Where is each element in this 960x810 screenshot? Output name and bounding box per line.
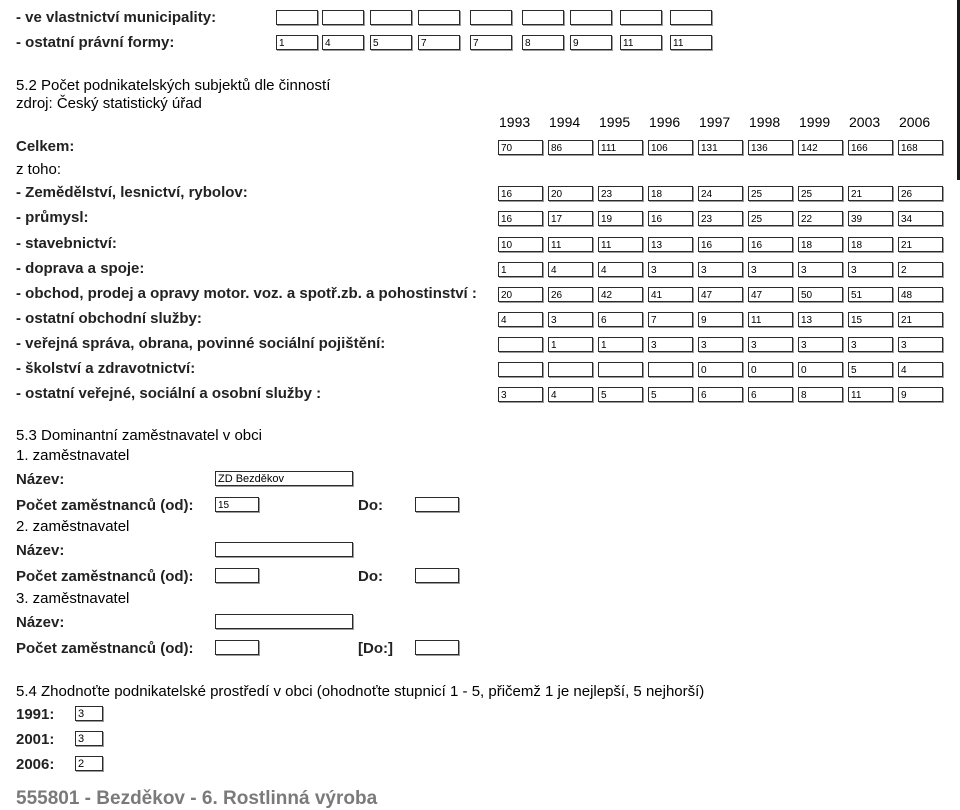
activity-value-field[interactable]: 11 xyxy=(748,312,793,327)
activity-value-field[interactable]: 4 xyxy=(898,362,943,377)
activity-row-label: - průmysl: xyxy=(16,209,89,226)
activity-value-field[interactable]: 18 xyxy=(848,237,893,252)
activity-value-field[interactable]: 13 xyxy=(648,237,693,252)
activity-value-field[interactable]: 51 xyxy=(848,287,893,302)
total-value-field[interactable]: 86 xyxy=(548,140,593,155)
activity-value-field[interactable]: 23 xyxy=(698,211,743,226)
activity-value-field[interactable]: 16 xyxy=(748,237,793,252)
rating-year-label: 1991: xyxy=(16,706,55,723)
activity-row-label: - veřejná správa, obrana, povinné sociální pojištění: xyxy=(16,335,386,352)
employee-count-label: Počet zaměstnanců (od): xyxy=(16,568,194,585)
activity-value-field[interactable]: 1 xyxy=(598,337,643,352)
activity-value-field[interactable]: 16 xyxy=(498,186,543,201)
activity-value-field[interactable] xyxy=(498,362,543,377)
year-label: 1997 xyxy=(699,114,731,130)
activity-row-label: - ostatní obchodní služby: xyxy=(16,310,202,327)
page-footer: 555801 - Bezděkov - 6. Rostlinná výroba xyxy=(16,788,378,809)
activity-value-field[interactable]: 8 xyxy=(798,387,843,402)
activity-value-field[interactable]: 5 xyxy=(648,387,693,402)
rating-year-label: 2001: xyxy=(16,731,55,748)
activity-value-field[interactable]: 3 xyxy=(848,337,893,352)
activity-value-field[interactable]: 5 xyxy=(848,362,893,377)
activity-row-label: - doprava a spoje: xyxy=(16,260,145,277)
employee-count-from-field[interactable] xyxy=(215,568,259,583)
activity-value-field[interactable]: 1 xyxy=(498,262,543,277)
activity-value-field[interactable]: 16 xyxy=(698,237,743,252)
activity-value-field[interactable]: 21 xyxy=(898,237,943,252)
activity-value-field[interactable]: 6 xyxy=(598,312,643,327)
activity-value-field[interactable]: 50 xyxy=(798,287,843,302)
other-forms-value-field[interactable]: 4 xyxy=(322,35,364,50)
municipality-value-field[interactable] xyxy=(670,10,712,25)
employer-heading: 1. zaměstnavatel xyxy=(16,447,130,464)
activity-value-field[interactable]: 18 xyxy=(798,237,843,252)
activity-value-field[interactable]: 3 xyxy=(848,262,893,277)
total-label: Celkem: xyxy=(16,138,75,155)
year-label: 1999 xyxy=(799,114,831,130)
other-forms-value-field[interactable]: 7 xyxy=(470,35,512,50)
activity-value-field[interactable]: 23 xyxy=(598,186,643,201)
section-52-source: zdroj: Český statistický úřad xyxy=(16,95,202,112)
employer-name-label: Název: xyxy=(16,471,65,488)
activity-value-field[interactable]: 17 xyxy=(548,211,593,226)
activity-row-label: - Zemědělství, lesnictví, rybolov: xyxy=(16,184,248,201)
total-value-field[interactable]: 168 xyxy=(898,140,943,155)
year-label: 1995 xyxy=(599,114,631,130)
activity-value-field[interactable]: 3 xyxy=(648,262,693,277)
activity-value-field[interactable]: 10 xyxy=(498,237,543,252)
activity-value-field[interactable]: 39 xyxy=(848,211,893,226)
employee-count-to-label: [Do:] xyxy=(358,640,393,657)
activity-value-field[interactable]: 9 xyxy=(698,312,743,327)
activity-value-field[interactable]: 41 xyxy=(648,287,693,302)
employee-count-to-field[interactable] xyxy=(415,497,459,512)
rating-value-field[interactable]: 2 xyxy=(75,756,103,771)
activity-value-field[interactable]: 11 xyxy=(548,237,593,252)
activity-row-label: - stavebnictví: xyxy=(16,235,117,252)
activity-row-label: - obchod, prodej a opravy motor. voz. a spotř.zb. a pohostinství : xyxy=(16,285,477,302)
employee-count-from-field[interactable]: 15 xyxy=(215,497,259,512)
activity-value-field[interactable]: 11 xyxy=(848,387,893,402)
activity-value-field[interactable]: 42 xyxy=(598,287,643,302)
employer-name-field[interactable] xyxy=(215,542,353,557)
activity-value-field[interactable]: 1 xyxy=(548,337,593,352)
activity-value-field[interactable]: 9 xyxy=(898,387,943,402)
activity-value-field[interactable]: 34 xyxy=(898,211,943,226)
municipality-value-field[interactable] xyxy=(522,10,564,25)
activity-value-field[interactable]: 16 xyxy=(648,211,693,226)
total-value-field[interactable]: 106 xyxy=(648,140,693,155)
activity-row-label: - ostatní veřejné, sociální a osobní služby : xyxy=(16,385,322,402)
activity-value-field[interactable]: 3 xyxy=(648,337,693,352)
total-value-field[interactable]: 142 xyxy=(798,140,843,155)
municipality-value-field[interactable] xyxy=(620,10,662,25)
activity-value-field[interactable]: 21 xyxy=(848,186,893,201)
total-value-field[interactable]: 131 xyxy=(698,140,743,155)
activity-value-field[interactable]: 13 xyxy=(798,312,843,327)
activity-value-field[interactable]: 4 xyxy=(548,262,593,277)
activity-value-field[interactable] xyxy=(498,337,543,352)
employee-count-to-field[interactable] xyxy=(415,640,459,655)
activity-value-field[interactable]: 47 xyxy=(748,287,793,302)
other-forms-value-field[interactable]: 7 xyxy=(418,35,460,50)
other-forms-value-field[interactable]: 8 xyxy=(522,35,564,50)
activity-value-field[interactable]: 20 xyxy=(548,186,593,201)
section-52-title: 5.2 Počet podnikatelských subjektů dle činností xyxy=(16,77,331,94)
other-forms-value-field[interactable]: 1 xyxy=(276,35,318,50)
activity-value-field[interactable]: 4 xyxy=(498,312,543,327)
activity-value-field[interactable]: 6 xyxy=(748,387,793,402)
activity-value-field[interactable] xyxy=(648,362,693,377)
activity-value-field[interactable]: 3 xyxy=(798,262,843,277)
activity-value-field[interactable] xyxy=(598,362,643,377)
other-forms-label: - ostatní právní formy: xyxy=(16,34,175,51)
employee-count-from-field[interactable] xyxy=(215,640,259,655)
activity-value-field[interactable]: 26 xyxy=(548,287,593,302)
activity-value-field[interactable]: 7 xyxy=(648,312,693,327)
other-forms-value-field[interactable]: 9 xyxy=(570,35,612,50)
activity-value-field[interactable]: 0 xyxy=(698,362,743,377)
total-value-field[interactable]: 111 xyxy=(598,140,643,155)
activity-value-field[interactable]: 21 xyxy=(898,312,943,327)
total-value-field[interactable]: 166 xyxy=(848,140,893,155)
rating-value-field[interactable]: 3 xyxy=(75,731,103,746)
municipality-value-field[interactable] xyxy=(570,10,612,25)
rating-value-field[interactable]: 3 xyxy=(75,706,103,721)
activity-value-field[interactable]: 47 xyxy=(698,287,743,302)
activity-value-field[interactable]: 3 xyxy=(698,337,743,352)
other-forms-value-field[interactable]: 11 xyxy=(620,35,662,50)
activity-value-field[interactable]: 22 xyxy=(798,211,843,226)
activity-value-field[interactable]: 2 xyxy=(898,262,943,277)
municipality-value-field[interactable] xyxy=(418,10,460,25)
activity-value-field[interactable]: 20 xyxy=(498,287,543,302)
employee-count-to-label: Do: xyxy=(358,497,383,514)
activity-value-field[interactable]: 3 xyxy=(698,262,743,277)
employer-heading: 3. zaměstnavatel xyxy=(16,590,130,607)
activity-value-field[interactable]: 0 xyxy=(798,362,843,377)
activity-value-field[interactable]: 25 xyxy=(748,211,793,226)
municipality-label: - ve vlastnictví municipality: xyxy=(16,9,217,26)
employer-name-field[interactable] xyxy=(215,614,353,629)
employer-name-field[interactable]: ZD Bezděkov xyxy=(215,471,353,486)
municipality-value-field[interactable] xyxy=(322,10,364,25)
activity-row-label: - školství a zdravotnictví: xyxy=(16,360,196,377)
activity-value-field[interactable]: 48 xyxy=(898,287,943,302)
total-value-field[interactable]: 70 xyxy=(498,140,543,155)
employee-count-to-label: Do: xyxy=(358,568,383,585)
activity-value-field[interactable]: 3 xyxy=(548,312,593,327)
section-54-title: 5.4 Zhodnoťte podnikatelské prostředí v obci (ohodnoťte stupnicí 1 - 5, přičemž 1 je nejlepší, 5 nejhorší) xyxy=(16,683,705,700)
activity-value-field[interactable] xyxy=(548,362,593,377)
year-label: 1996 xyxy=(649,114,681,130)
year-label: 2006 xyxy=(899,114,931,130)
activity-value-field[interactable]: 3 xyxy=(898,337,943,352)
other-forms-value-field[interactable]: 5 xyxy=(370,35,412,50)
activity-value-field[interactable]: 19 xyxy=(598,211,643,226)
activity-value-field[interactable]: 24 xyxy=(698,186,743,201)
year-label: 1998 xyxy=(749,114,781,130)
total-value-field[interactable]: 136 xyxy=(748,140,793,155)
year-label: 1994 xyxy=(549,114,581,130)
activity-value-field[interactable]: 18 xyxy=(648,186,693,201)
activity-value-field[interactable]: 5 xyxy=(598,387,643,402)
activity-value-field[interactable]: 3 xyxy=(748,337,793,352)
section-53-title: 5.3 Dominantní zaměstnavatel v obci xyxy=(16,427,262,444)
activity-value-field[interactable]: 15 xyxy=(848,312,893,327)
municipality-value-field[interactable] xyxy=(276,10,318,25)
employee-count-label: Počet zaměstnanců (od): xyxy=(16,640,194,657)
activity-value-field[interactable]: 4 xyxy=(548,387,593,402)
employer-name-label: Název: xyxy=(16,614,65,631)
activity-value-field[interactable]: 4 xyxy=(598,262,643,277)
activity-value-field[interactable]: 11 xyxy=(598,237,643,252)
rating-year-label: 2006: xyxy=(16,756,55,773)
employee-count-to-field[interactable] xyxy=(415,568,459,583)
activity-value-field[interactable]: 3 xyxy=(498,387,543,402)
activity-value-field[interactable]: 26 xyxy=(898,186,943,201)
activity-value-field[interactable]: 16 xyxy=(498,211,543,226)
employee-count-label: Počet zaměstnanců (od): xyxy=(16,497,194,514)
activity-value-field[interactable]: 3 xyxy=(748,262,793,277)
activity-value-field[interactable]: 0 xyxy=(748,362,793,377)
municipality-value-field[interactable] xyxy=(370,10,412,25)
municipality-value-field[interactable] xyxy=(470,10,512,25)
activity-value-field[interactable]: 25 xyxy=(748,186,793,201)
year-label: 2003 xyxy=(849,114,881,130)
other-forms-value-field[interactable]: 11 xyxy=(670,35,712,50)
ztoho-label: z toho: xyxy=(16,161,62,178)
employer-name-label: Název: xyxy=(16,542,65,559)
activity-value-field[interactable]: 6 xyxy=(698,387,743,402)
activity-value-field[interactable]: 3 xyxy=(798,337,843,352)
employer-heading: 2. zaměstnavatel xyxy=(16,518,130,535)
year-label: 1993 xyxy=(499,114,531,130)
activity-value-field[interactable]: 25 xyxy=(798,186,843,201)
